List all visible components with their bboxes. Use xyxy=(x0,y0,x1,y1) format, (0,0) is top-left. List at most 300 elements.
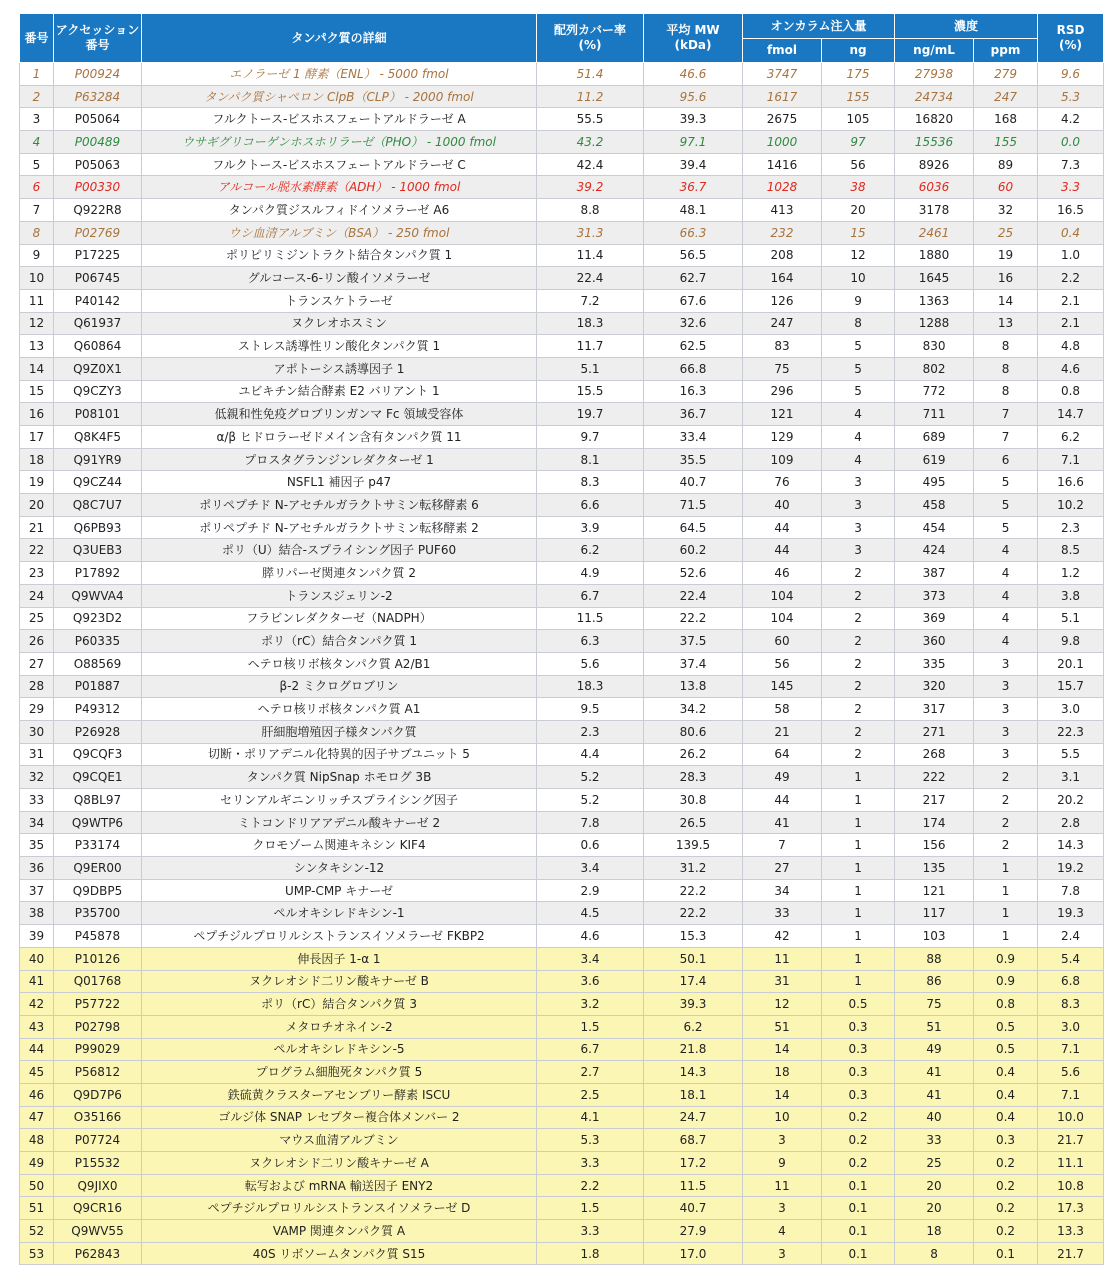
table-row xyxy=(20,108,1104,131)
cell-number: 21 xyxy=(20,516,54,539)
cell-rsd: 6.8 xyxy=(1038,970,1104,993)
cell-ng: 0.3 xyxy=(822,1038,895,1061)
cell-ngml: 373 xyxy=(895,584,974,607)
cell-rsd: 4.6 xyxy=(1038,357,1104,380)
cell-fmol: 232 xyxy=(743,221,822,244)
cell-rsd: 5.6 xyxy=(1038,1061,1104,1084)
cell-number: 53 xyxy=(20,1242,54,1265)
cell-ppm: 6 xyxy=(974,448,1038,471)
cell-description: ヘテロ核リボ核タンパク質 A2/B1 xyxy=(142,652,537,675)
cell-ng: 105 xyxy=(822,108,895,131)
cell-coverage: 3.3 xyxy=(537,1152,644,1175)
cell-accession: P00489 xyxy=(54,131,142,154)
cell-mw: 37.4 xyxy=(644,652,743,675)
cell-fmol: 11 xyxy=(743,947,822,970)
cell-mw: 14.3 xyxy=(644,1061,743,1084)
table-row xyxy=(20,1061,1104,1084)
cell-coverage: 2.5 xyxy=(537,1083,644,1106)
cell-mw: 40.7 xyxy=(644,1197,743,1220)
cell-accession: P49312 xyxy=(54,698,142,721)
cell-ng: 0.3 xyxy=(822,1061,895,1084)
cell-description: UMP-CMP キナーゼ xyxy=(142,879,537,902)
cell-number: 46 xyxy=(20,1083,54,1106)
cell-ng: 0.2 xyxy=(822,1152,895,1175)
cell-number: 34 xyxy=(20,811,54,834)
cell-fmol: 7 xyxy=(743,834,822,857)
cell-ppm: 2 xyxy=(974,766,1038,789)
cell-description: ミトコンドリアアデニル酸キナーゼ 2 xyxy=(142,811,537,834)
cell-ngml: 156 xyxy=(895,834,974,857)
table-row xyxy=(20,562,1104,585)
cell-rsd: 7.8 xyxy=(1038,879,1104,902)
cell-fmol: 21 xyxy=(743,720,822,743)
cell-ngml: 711 xyxy=(895,403,974,426)
cell-ngml: 33 xyxy=(895,1129,974,1152)
cell-number: 8 xyxy=(20,221,54,244)
cell-rsd: 10.2 xyxy=(1038,494,1104,517)
cell-accession: P00330 xyxy=(54,176,142,199)
cell-ngml: 121 xyxy=(895,879,974,902)
cell-fmol: 12 xyxy=(743,993,822,1016)
table-row xyxy=(20,879,1104,902)
cell-ppm: 0.5 xyxy=(974,1015,1038,1038)
cell-rsd: 21.7 xyxy=(1038,1242,1104,1265)
cell-coverage: 0.6 xyxy=(537,834,644,857)
cell-number: 44 xyxy=(20,1038,54,1061)
cell-number: 41 xyxy=(20,970,54,993)
cell-accession: Q01768 xyxy=(54,970,142,993)
cell-description: α/β ヒドロラーゼドメイン含有タンパク質 11 xyxy=(142,426,537,449)
cell-coverage: 3.4 xyxy=(537,857,644,880)
cell-accession: P10126 xyxy=(54,947,142,970)
header-coverage-line2: (%) xyxy=(578,38,602,52)
cell-fmol: 164 xyxy=(743,267,822,290)
cell-ppm: 7 xyxy=(974,426,1038,449)
cell-fmol: 44 xyxy=(743,539,822,562)
cell-number: 35 xyxy=(20,834,54,857)
cell-fmol: 104 xyxy=(743,584,822,607)
cell-mw: 18.1 xyxy=(644,1083,743,1106)
table-row xyxy=(20,1242,1104,1265)
cell-coverage: 18.3 xyxy=(537,675,644,698)
header-rsd-line2: (%) xyxy=(1059,38,1083,52)
cell-number: 6 xyxy=(20,176,54,199)
cell-description: タンパク質 NipSnap ホモログ 3B xyxy=(142,766,537,789)
cell-rsd: 10.8 xyxy=(1038,1174,1104,1197)
cell-ng: 1 xyxy=(822,925,895,948)
cell-description: セリンアルギニンリッチスプライシング因子 xyxy=(142,789,537,812)
cell-ng: 38 xyxy=(822,176,895,199)
cell-mw: 40.7 xyxy=(644,471,743,494)
cell-accession: Q9D7P6 xyxy=(54,1083,142,1106)
header-ppm: ppm xyxy=(974,39,1038,63)
cell-number: 31 xyxy=(20,743,54,766)
cell-ppm: 0.5 xyxy=(974,1038,1038,1061)
cell-coverage: 5.1 xyxy=(537,357,644,380)
cell-coverage: 2.2 xyxy=(537,1174,644,1197)
cell-description: ポリペプチド N-アセチルガラクトサミン転移酵素 2 xyxy=(142,516,537,539)
cell-ngml: 271 xyxy=(895,720,974,743)
cell-ppm: 0.4 xyxy=(974,1061,1038,1084)
cell-coverage: 19.7 xyxy=(537,403,644,426)
cell-fmol: 247 xyxy=(743,312,822,335)
cell-accession: Q8C7U7 xyxy=(54,494,142,517)
cell-fmol: 104 xyxy=(743,607,822,630)
cell-description: ゴルジ体 SNAP レセプター複合体メンバー 2 xyxy=(142,1106,537,1129)
cell-accession: Q9WVA4 xyxy=(54,584,142,607)
cell-mw: 39.4 xyxy=(644,153,743,176)
cell-ngml: 20 xyxy=(895,1197,974,1220)
cell-ng: 1 xyxy=(822,766,895,789)
cell-ngml: 619 xyxy=(895,448,974,471)
cell-number: 1 xyxy=(20,63,54,86)
cell-description: 40S リボソームタンパク質 S15 xyxy=(142,1242,537,1265)
cell-accession: Q9Z0X1 xyxy=(54,357,142,380)
cell-rsd: 2.1 xyxy=(1038,312,1104,335)
cell-ng: 5 xyxy=(822,380,895,403)
cell-accession: Q9ER00 xyxy=(54,857,142,880)
cell-ng: 3 xyxy=(822,516,895,539)
protein-quantification-table-container xyxy=(19,13,1104,1265)
table-row xyxy=(20,947,1104,970)
cell-description: ヌクレオシド二リン酸キナーゼ A xyxy=(142,1152,537,1175)
cell-ngml: 174 xyxy=(895,811,974,834)
cell-description: タンパク質シャペロン ClpB（CLP） - 2000 fmol xyxy=(142,85,537,108)
cell-ppm: 0.2 xyxy=(974,1220,1038,1243)
header-ngml: ng/mL xyxy=(895,39,974,63)
cell-description: ヘテロ核リボ核タンパク質 A1 xyxy=(142,698,537,721)
cell-ngml: 8926 xyxy=(895,153,974,176)
cell-accession: P63284 xyxy=(54,85,142,108)
cell-ppm: 7 xyxy=(974,403,1038,426)
cell-fmol: 76 xyxy=(743,471,822,494)
cell-rsd: 19.3 xyxy=(1038,902,1104,925)
cell-mw: 32.6 xyxy=(644,312,743,335)
table-row xyxy=(20,1197,1104,1220)
cell-description: ペルオキシレドキシン-5 xyxy=(142,1038,537,1061)
cell-ng: 175 xyxy=(822,63,895,86)
cell-mw: 64.5 xyxy=(644,516,743,539)
cell-ngml: 369 xyxy=(895,607,974,630)
header-coverage-line1: 配列カバー率 xyxy=(553,23,626,37)
cell-mw: 39.3 xyxy=(644,108,743,131)
cell-mw: 22.2 xyxy=(644,902,743,925)
cell-number: 52 xyxy=(20,1220,54,1243)
cell-description: メタロチオネイン-2 xyxy=(142,1015,537,1038)
cell-ngml: 8 xyxy=(895,1242,974,1265)
cell-coverage: 51.4 xyxy=(537,63,644,86)
table-header xyxy=(20,14,1104,63)
cell-fmol: 75 xyxy=(743,357,822,380)
cell-mw: 21.8 xyxy=(644,1038,743,1061)
cell-ppm: 3 xyxy=(974,652,1038,675)
cell-ppm: 155 xyxy=(974,131,1038,154)
cell-accession: Q9WTP6 xyxy=(54,811,142,834)
cell-ppm: 1 xyxy=(974,879,1038,902)
cell-fmol: 1000 xyxy=(743,131,822,154)
cell-ppm: 5 xyxy=(974,471,1038,494)
cell-number: 40 xyxy=(20,947,54,970)
header-accession-line1: アクセッション xyxy=(55,23,140,37)
cell-accession: P56812 xyxy=(54,1061,142,1084)
cell-ngml: 458 xyxy=(895,494,974,517)
cell-ngml: 268 xyxy=(895,743,974,766)
table-row xyxy=(20,176,1104,199)
cell-coverage: 11.2 xyxy=(537,85,644,108)
cell-coverage: 15.5 xyxy=(537,380,644,403)
cell-ng: 5 xyxy=(822,335,895,358)
cell-ngml: 1880 xyxy=(895,244,974,267)
table-row xyxy=(20,902,1104,925)
cell-fmol: 14 xyxy=(743,1083,822,1106)
cell-rsd: 4.8 xyxy=(1038,335,1104,358)
cell-ng: 0.5 xyxy=(822,993,895,1016)
cell-ngml: 2461 xyxy=(895,221,974,244)
cell-ppm: 0.9 xyxy=(974,947,1038,970)
table-row xyxy=(20,698,1104,721)
cell-description: アポトーシス誘導因子 1 xyxy=(142,357,537,380)
cell-description: 低親和性免疫グロブリンガンマ Fc 領域受容体 xyxy=(142,403,537,426)
cell-ppm: 8 xyxy=(974,380,1038,403)
header-fmol: fmol xyxy=(743,39,822,63)
cell-ng: 97 xyxy=(822,131,895,154)
cell-ppm: 0.4 xyxy=(974,1106,1038,1129)
cell-rsd: 5.5 xyxy=(1038,743,1104,766)
cell-number: 28 xyxy=(20,675,54,698)
cell-mw: 28.3 xyxy=(644,766,743,789)
cell-ngml: 16820 xyxy=(895,108,974,131)
cell-number: 27 xyxy=(20,652,54,675)
cell-ng: 1 xyxy=(822,970,895,993)
cell-ppm: 2 xyxy=(974,834,1038,857)
cell-ng: 2 xyxy=(822,562,895,585)
cell-ng: 1 xyxy=(822,902,895,925)
cell-ng: 12 xyxy=(822,244,895,267)
cell-coverage: 22.4 xyxy=(537,267,644,290)
header-coverage xyxy=(537,14,644,63)
cell-number: 42 xyxy=(20,993,54,1016)
cell-number: 33 xyxy=(20,789,54,812)
cell-ngml: 15536 xyxy=(895,131,974,154)
cell-accession: P00924 xyxy=(54,63,142,86)
cell-fmol: 3 xyxy=(743,1129,822,1152)
cell-coverage: 18.3 xyxy=(537,312,644,335)
cell-accession: P57722 xyxy=(54,993,142,1016)
cell-ppm: 0.2 xyxy=(974,1152,1038,1175)
cell-accession: P06745 xyxy=(54,267,142,290)
cell-mw: 60.2 xyxy=(644,539,743,562)
cell-description: ポリピリミジントラクト結合タンパク質 1 xyxy=(142,244,537,267)
cell-accession: Q9JIX0 xyxy=(54,1174,142,1197)
cell-fmol: 33 xyxy=(743,902,822,925)
cell-number: 22 xyxy=(20,539,54,562)
cell-mw: 24.7 xyxy=(644,1106,743,1129)
cell-accession: Q9CQE1 xyxy=(54,766,142,789)
cell-ngml: 25 xyxy=(895,1152,974,1175)
cell-ng: 0.2 xyxy=(822,1129,895,1152)
table-body xyxy=(20,63,1104,1265)
cell-description: フルクトース-ビスホスフェートアルドラーゼ C xyxy=(142,153,537,176)
cell-fmol: 60 xyxy=(743,630,822,653)
cell-ngml: 387 xyxy=(895,562,974,585)
cell-number: 19 xyxy=(20,471,54,494)
header-accession-line2: 番号 xyxy=(85,38,110,52)
cell-fmol: 51 xyxy=(743,1015,822,1038)
cell-coverage: 2.7 xyxy=(537,1061,644,1084)
cell-description: β-2 ミクログロブリン xyxy=(142,675,537,698)
cell-rsd: 7.1 xyxy=(1038,1038,1104,1061)
cell-number: 3 xyxy=(20,108,54,131)
cell-number: 43 xyxy=(20,1015,54,1038)
cell-number: 48 xyxy=(20,1129,54,1152)
cell-rsd: 4.2 xyxy=(1038,108,1104,131)
table-row xyxy=(20,448,1104,471)
cell-ng: 2 xyxy=(822,675,895,698)
cell-ng: 1 xyxy=(822,879,895,902)
cell-fmol: 3747 xyxy=(743,63,822,86)
table-row xyxy=(20,743,1104,766)
cell-ng: 1 xyxy=(822,811,895,834)
cell-number: 12 xyxy=(20,312,54,335)
header-rsd-line1: RSD xyxy=(1056,23,1085,37)
cell-mw: 66.8 xyxy=(644,357,743,380)
cell-number: 11 xyxy=(20,289,54,312)
table-row xyxy=(20,85,1104,108)
cell-description: 鉄硫黄クラスターアセンブリー酵素 ISCU xyxy=(142,1083,537,1106)
cell-ng: 1 xyxy=(822,947,895,970)
cell-ng: 2 xyxy=(822,607,895,630)
cell-fmol: 14 xyxy=(743,1038,822,1061)
cell-ppm: 0.8 xyxy=(974,993,1038,1016)
cell-description: ポリ（U）結合-スプライシング因子 PUF60 xyxy=(142,539,537,562)
table-row xyxy=(20,244,1104,267)
cell-mw: 36.7 xyxy=(644,176,743,199)
header-description: タンパク質の詳細 xyxy=(142,14,537,63)
cell-rsd: 0.0 xyxy=(1038,131,1104,154)
cell-description: マウス血清アルブミン xyxy=(142,1129,537,1152)
cell-ppm: 3 xyxy=(974,720,1038,743)
cell-ngml: 20 xyxy=(895,1174,974,1197)
cell-rsd: 6.2 xyxy=(1038,426,1104,449)
cell-ngml: 3178 xyxy=(895,199,974,222)
cell-number: 32 xyxy=(20,766,54,789)
cell-coverage: 2.9 xyxy=(537,879,644,902)
cell-ng: 2 xyxy=(822,698,895,721)
cell-ppm: 60 xyxy=(974,176,1038,199)
cell-rsd: 0.8 xyxy=(1038,380,1104,403)
cell-number: 15 xyxy=(20,380,54,403)
cell-ppm: 279 xyxy=(974,63,1038,86)
protein-quantification-table xyxy=(19,13,1104,1265)
cell-ng: 3 xyxy=(822,471,895,494)
cell-rsd: 1.2 xyxy=(1038,562,1104,585)
cell-ngml: 222 xyxy=(895,766,974,789)
cell-rsd: 3.8 xyxy=(1038,584,1104,607)
cell-ngml: 360 xyxy=(895,630,974,653)
cell-rsd: 9.6 xyxy=(1038,63,1104,86)
cell-number: 37 xyxy=(20,879,54,902)
cell-coverage: 3.6 xyxy=(537,970,644,993)
cell-ppm: 16 xyxy=(974,267,1038,290)
cell-description: ポリ（rC）結合タンパク質 3 xyxy=(142,993,537,1016)
cell-description: シンタキシン-12 xyxy=(142,857,537,880)
cell-rsd: 14.3 xyxy=(1038,834,1104,857)
cell-accession: Q3UEB3 xyxy=(54,539,142,562)
cell-mw: 67.6 xyxy=(644,289,743,312)
cell-description: VAMP 関連タンパク質 A xyxy=(142,1220,537,1243)
cell-mw: 35.5 xyxy=(644,448,743,471)
table-row xyxy=(20,380,1104,403)
cell-ngml: 18 xyxy=(895,1220,974,1243)
cell-description: ポリペプチド N-アセチルガラクトサミン転移酵素 6 xyxy=(142,494,537,517)
header-concentration: 濃度 xyxy=(895,14,1038,39)
cell-ng: 0.3 xyxy=(822,1083,895,1106)
cell-ppm: 4 xyxy=(974,584,1038,607)
cell-fmol: 64 xyxy=(743,743,822,766)
cell-mw: 48.1 xyxy=(644,199,743,222)
cell-mw: 22.2 xyxy=(644,879,743,902)
cell-mw: 139.5 xyxy=(644,834,743,857)
cell-number: 24 xyxy=(20,584,54,607)
cell-accession: P17892 xyxy=(54,562,142,585)
cell-ng: 1 xyxy=(822,857,895,880)
cell-ngml: 1288 xyxy=(895,312,974,335)
cell-ppm: 0.2 xyxy=(974,1197,1038,1220)
cell-rsd: 15.7 xyxy=(1038,675,1104,698)
cell-fmol: 129 xyxy=(743,426,822,449)
table-row xyxy=(20,1129,1104,1152)
table-row xyxy=(20,584,1104,607)
table-row xyxy=(20,335,1104,358)
cell-accession: O35166 xyxy=(54,1106,142,1129)
cell-accession: P02798 xyxy=(54,1015,142,1038)
cell-fmol: 109 xyxy=(743,448,822,471)
cell-fmol: 4 xyxy=(743,1220,822,1243)
cell-fmol: 56 xyxy=(743,652,822,675)
cell-coverage: 4.5 xyxy=(537,902,644,925)
cell-ppm: 8 xyxy=(974,335,1038,358)
cell-coverage: 11.7 xyxy=(537,335,644,358)
cell-mw: 13.8 xyxy=(644,675,743,698)
cell-accession: P05064 xyxy=(54,108,142,131)
cell-rsd: 5.3 xyxy=(1038,85,1104,108)
cell-coverage: 2.3 xyxy=(537,720,644,743)
cell-description: フルクトース-ビスホスフェートアルドラーゼ A xyxy=(142,108,537,131)
table-row xyxy=(20,131,1104,154)
cell-rsd: 19.2 xyxy=(1038,857,1104,880)
cell-ppm: 2 xyxy=(974,789,1038,812)
table-row xyxy=(20,539,1104,562)
cell-rsd: 3.0 xyxy=(1038,1015,1104,1038)
cell-number: 4 xyxy=(20,131,54,154)
cell-coverage: 9.7 xyxy=(537,426,644,449)
cell-ng: 0.1 xyxy=(822,1242,895,1265)
cell-ppm: 8 xyxy=(974,357,1038,380)
cell-ngml: 41 xyxy=(895,1083,974,1106)
cell-accession: O88569 xyxy=(54,652,142,675)
cell-ppm: 5 xyxy=(974,516,1038,539)
cell-description: 膵リパーゼ関連タンパク質 2 xyxy=(142,562,537,585)
cell-ng: 20 xyxy=(822,199,895,222)
cell-number: 39 xyxy=(20,925,54,948)
cell-mw: 66.3 xyxy=(644,221,743,244)
cell-ppm: 5 xyxy=(974,494,1038,517)
cell-ppm: 0.1 xyxy=(974,1242,1038,1265)
cell-accession: P60335 xyxy=(54,630,142,653)
cell-description: ペプチジルプロリルシストランスイソメラーゼ FKBP2 xyxy=(142,925,537,948)
header-rsd xyxy=(1038,14,1104,63)
table-row xyxy=(20,1152,1104,1175)
